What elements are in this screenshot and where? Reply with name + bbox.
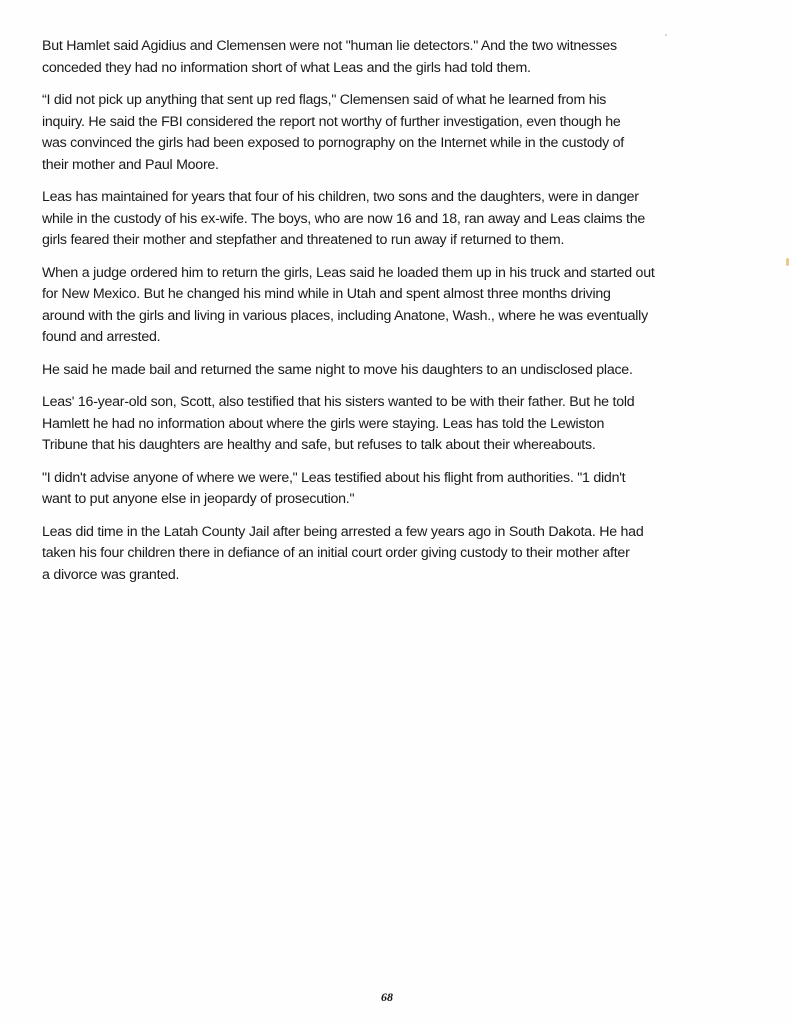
paragraph-5 xyxy=(42,360,782,382)
text-line: "I didn't advise anyone of where we were," Leas testified about his flight from authorities. "1 didn't xyxy=(42,469,626,486)
text-line: for New Mexico. But he changed his mind while in Utah and spent almost three months driving xyxy=(42,286,611,302)
text-line: their mother and Paul Moore. xyxy=(42,156,219,173)
text-line: a divorce was granted. xyxy=(42,566,180,583)
text-line: while in the custody of his ex-wife. The boys, who are now 16 and 18, ran away and Leas claims the xyxy=(42,210,645,227)
document-body xyxy=(42,36,782,597)
paragraph-2 xyxy=(42,90,782,176)
page-number: 68 xyxy=(381,990,393,1004)
text-line: taken his four children there in defiance of an initial court order giving custody to their mother after xyxy=(42,545,630,561)
text-line: inquiry. He said the FBI considered the report not worthy of further investigation, even though he xyxy=(42,113,621,130)
text-line: found and arrested. xyxy=(42,329,161,345)
paragraph-1 xyxy=(42,36,782,79)
scan-speck xyxy=(665,34,667,36)
text-line: He said he made bail and returned the same night to move his daughters to an undisclosed place. xyxy=(42,361,633,378)
text-line: around with the girls and living in various places, including Anatone, Wash., where he was eventually xyxy=(42,307,648,324)
text-line: Hamlett he had no information about where the girls were staying. Leas has told the Lewiston xyxy=(42,415,605,432)
text-line: Leas' 16-year-old son, Scott, also testified that his sisters wanted to be with their father. But he told xyxy=(42,394,635,410)
paragraph-4 xyxy=(42,263,782,349)
paragraph-3 xyxy=(42,187,782,252)
text-line: “I did not pick up anything that sent up red flags," Clemensen said of what he learned from his xyxy=(42,92,607,108)
paragraph-6 xyxy=(42,392,782,457)
scan-edge-mark xyxy=(786,258,789,266)
text-line: Leas has maintained for years that four of his children, two sons and the daughters, were in danger xyxy=(42,189,639,205)
paragraph-7 xyxy=(42,468,782,511)
text-line: girls feared their mother and stepfather and threatened to run away if returned to them. xyxy=(42,232,565,248)
text-line: Leas did time in the Latah County Jail after being arrested a few years ago in South Dakota. He had xyxy=(42,523,644,540)
text-line: When a judge ordered him to return the girls, Leas said he loaded them up in his truck and started out xyxy=(42,264,655,281)
text-line: was convinced the girls had been exposed to pornography on the Internet while in the custody of xyxy=(42,135,624,151)
text-line: But Hamlet said Agidius and Clemensen were not "human lie detectors." And the two witnesses xyxy=(42,38,617,54)
text-line: Tribune that his daughters are healthy and safe, but refuses to talk about their whereabouts. xyxy=(42,437,596,453)
text-line: want to put anyone else in jeopardy of prosecution." xyxy=(42,491,355,507)
paragraph-8 xyxy=(42,522,782,587)
text-line: conceded they had no information short of what Leas and the girls had told them. xyxy=(42,59,531,76)
